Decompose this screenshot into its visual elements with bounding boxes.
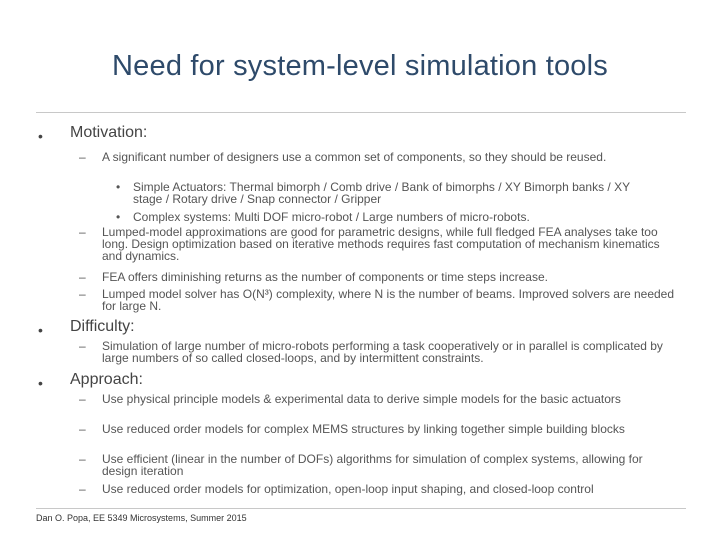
item-dash: –: [79, 225, 86, 239]
approach-item-4: [79, 483, 679, 495]
motivation-subitem-systems: [116, 211, 656, 223]
item-text: Use efficient (linear in the number of DOFs) algorithms for simulation of complex systems, allowing for design iteration: [102, 452, 643, 478]
approach-item-3: [79, 453, 679, 477]
bullet-difficulty: •: [38, 322, 43, 338]
motivation-item-3: [79, 271, 679, 283]
item-text: Lumped model solver has O(N³) complexity, where N is the number of beams. Improved solvers are needed for large N.: [102, 287, 675, 313]
item-text: FEA offers diminishing returns as the number of components or time steps increase.: [102, 270, 548, 284]
item-dash: –: [79, 392, 86, 406]
heading-motivation: Motivation:: [70, 124, 148, 141]
item-dash: –: [79, 482, 86, 496]
item-text: Use reduced order models for optimization, open-loop input shaping, and closed-loop control: [102, 482, 594, 496]
motivation-subitem-actuators: [116, 181, 656, 205]
item-dash: –: [79, 287, 86, 301]
slide-footer: Dan O. Popa, EE 5349 Microsystems, Summer 2015: [36, 513, 247, 523]
item-dash: –: [79, 422, 86, 436]
difficulty-item-1: [79, 340, 679, 364]
title-divider: [36, 112, 686, 113]
subitem-dot: •: [116, 210, 121, 224]
item-text: Lumped-model approximations are good for parametric designs, while full fledged FEA analyses take too long. Design optimization based on iterative methods requires fast computation of mechanism kinematics and dynamics.: [102, 225, 660, 263]
motivation-item-4: [79, 288, 679, 312]
item-dash: –: [79, 150, 86, 164]
subitem-text: Simple Actuators: Thermal bimorph / Comb drive / Bank of bimorphs / XY Bimorph banks / XY stage / Rotary drive / Snap connector / Gripper: [133, 180, 630, 206]
footer-divider: [36, 508, 686, 509]
subitem-text: Complex systems: Multi DOF micro-robot / Large numbers of micro-robots.: [133, 210, 530, 224]
approach-item-2: [79, 423, 679, 435]
item-dash: –: [79, 339, 86, 353]
heading-approach: Approach:: [70, 371, 143, 388]
subitem-dot: •: [116, 180, 121, 194]
item-text: Use physical principle models & experimental data to derive simple models for the basic actuators: [102, 392, 621, 406]
item-text: A significant number of designers use a common set of components, so they should be reused.: [102, 150, 607, 164]
bullet-motivation: •: [38, 128, 43, 144]
item-dash: –: [79, 452, 86, 466]
item-text: Use reduced order models for complex MEMS structures by linking together simple building blocks: [102, 422, 625, 436]
approach-item-1: [79, 393, 679, 405]
motivation-item-1: [79, 151, 679, 163]
slide-title: Need for system-level simulation tools: [112, 50, 608, 82]
heading-difficulty: Difficulty:: [70, 318, 135, 335]
bullet-approach: •: [38, 375, 43, 391]
item-dash: –: [79, 270, 86, 284]
item-text: Simulation of large number of micro-robots performing a task cooperatively or in parallel is complicated by large numbers of so called closed-loops, and by intermittent constraints.: [102, 339, 663, 365]
motivation-item-2: [79, 226, 679, 262]
